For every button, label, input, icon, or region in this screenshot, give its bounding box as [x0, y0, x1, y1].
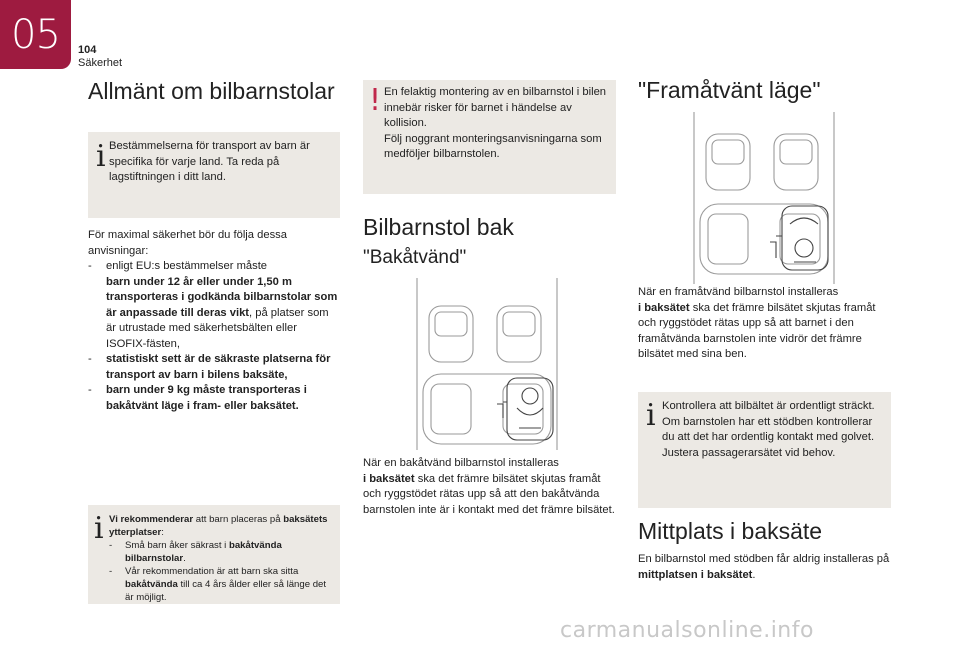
title-forward-facing: "Framåtvänt läge"	[638, 77, 821, 103]
instructions-intro: För maximal säkerhet bör du följa dessa anvisningar:	[88, 229, 287, 257]
title-rear-seat: Bilbarnstol bak	[363, 214, 514, 240]
list-item: - Små barn åker säkrast i bakåtvända bilbarnstolar.	[109, 540, 282, 564]
recommendation-text: Vi rekommenderar att barn placeras på baksätets ytterplatser: - Små barn åker säkrast i bakåtvända bilbarnstolar. - Vår rekommendation är att barn ska sitta bakåtvända till ca 4 års ålder eller så länge det är möjligt.	[109, 513, 337, 604]
info-box-legislation	[88, 132, 340, 218]
instructions-block	[88, 228, 340, 414]
page-number: 104	[78, 44, 97, 56]
info-text-legislation: Bestämmelserna för transport av barn är specifika för varje land. Ta reda på lagstiftningen i ditt land.	[109, 140, 310, 183]
warning-icon: !	[369, 83, 382, 118]
list-item: - Vår rekommendation är att barn ska sitta bakåtvända till ca 4 års ålder eller så länge det är möjligt.	[109, 566, 327, 603]
info-icon: i	[646, 398, 656, 433]
chapter-tab: 05	[0, 0, 71, 69]
info-icon: i	[96, 139, 106, 174]
section-name: Säkerhet	[78, 57, 123, 69]
rear-facing-text: När en bakåtvänd bilbarnstol installeras i baksätet ska det främre bilsätet skjutas framåt och ryggstödet rätas upp så att den bakåtvända barnstolen inte är i kontakt med det främre bilsätet.	[363, 457, 615, 516]
forward-facing-text: När en framåtvänd bilbarnstol installeras i baksätet ska det främre bilsätet skjutas framåt och ryggstödet rätas upp så att barnet i den framåtvända barnstolen inte vidrör det främre bilsätet med sina ben.	[638, 286, 876, 360]
subtitle-rear-facing: "Bakåtvänd"	[363, 247, 467, 268]
info-icon: i	[94, 511, 104, 546]
list-item: - enligt EU:s bestämmelser måste barn under 12 år eller under 1,50 m transporteras i godkända bilbarnstolar som är anpassade till deras vikt, på platser som är utrustade med säkerhetsbälten eller ISOFIX-fästen,	[88, 260, 338, 350]
watermark: carmanualsonline.info	[560, 618, 814, 643]
list-item: - statistiskt sett är de säkraste platserna för transport av barn i bilens baksäte,	[88, 353, 331, 381]
warning-box-installation	[363, 80, 616, 194]
rear-facing-seat-illustration	[407, 278, 567, 450]
forward-facing-seat-illustration	[684, 112, 844, 284]
title-general: Allmänt om bilbarnstolar	[88, 78, 335, 104]
middle-seat-text: En bilbarnstol med stödben får aldrig installeras på mittplatsen i baksätet.	[638, 553, 890, 581]
list-item: - barn under 9 kg måste transporteras i bakåtvänt läge i fram- eller baksätet.	[88, 384, 307, 412]
belt-check-text: Kontrollera att bilbältet är ordentligt sträckt. Om barnstolen har ett stödben kontrollerar du att det har ordentlig kontakt med golvet. Justera passagerarsätet vid behov.	[662, 400, 875, 459]
title-middle-seat: Mittplats i baksäte	[638, 518, 823, 544]
info-box-recommendation	[88, 505, 340, 604]
info-box-belt-check	[638, 392, 891, 508]
warning-text: En felaktig montering av en bilbarnstol i bilen innebär risker för barnet i händelse av kollision. Följ noggrant monteringsanvisningarna som medföljer bilbarnstolen.	[384, 86, 607, 160]
